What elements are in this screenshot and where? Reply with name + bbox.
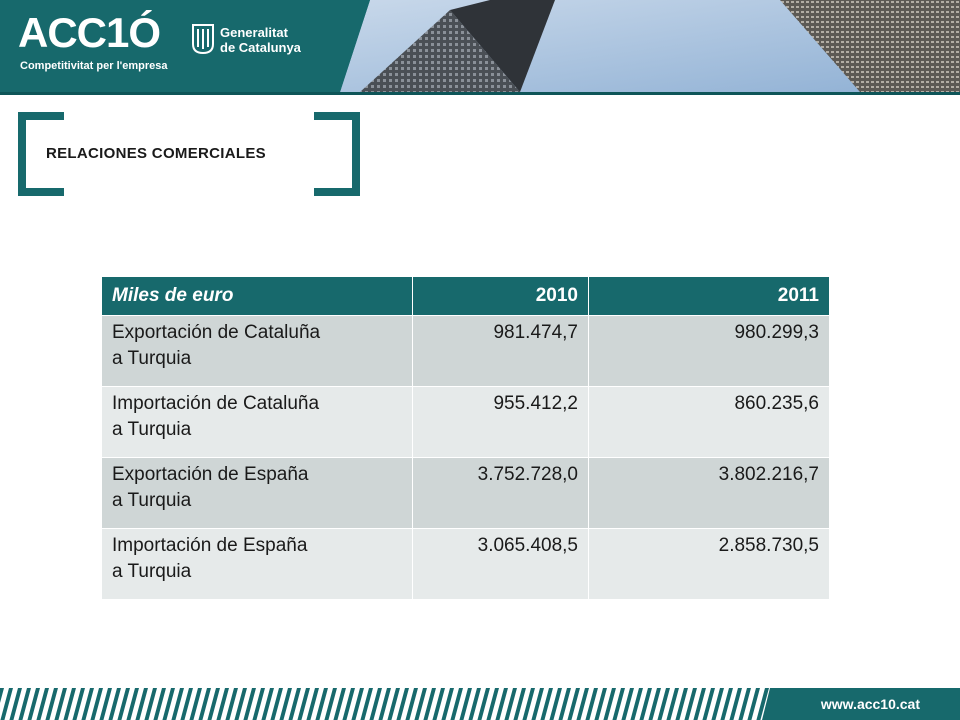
value-2011: 860.235,6 xyxy=(589,387,830,458)
value-2010: 981.474,7 xyxy=(413,316,589,387)
column-header-2011: 2011 xyxy=(589,277,830,316)
value-2010: 3.752.728,0 xyxy=(413,458,589,529)
value-2011: 2.858.730,5 xyxy=(589,529,830,600)
footer-website-link[interactable]: www.acc10.cat xyxy=(820,696,920,712)
value-2010: 955.412,2 xyxy=(413,387,589,458)
row-label xyxy=(102,529,413,600)
value-2011: 3.802.216,7 xyxy=(589,458,830,529)
table-row xyxy=(102,529,830,600)
table-header-row xyxy=(102,277,830,316)
row-label-line1: Importación de Cataluña xyxy=(112,393,320,414)
row-label-line2: a Turquia xyxy=(112,561,192,582)
footer-band xyxy=(0,688,960,720)
column-header-units: Miles de euro xyxy=(102,277,413,316)
table-row xyxy=(102,387,830,458)
generalitat-label xyxy=(220,25,301,55)
header-divider xyxy=(0,92,960,95)
header-band xyxy=(0,0,960,92)
row-label-line1: Importación de España xyxy=(112,535,308,556)
row-label xyxy=(102,316,413,387)
column-header-2010: 2010 xyxy=(413,277,589,316)
generalitat-emblem-icon xyxy=(192,24,214,54)
footer-stripes-decoration xyxy=(0,688,770,720)
row-label-line2: a Turquia xyxy=(112,419,192,440)
section-title: RELACIONES COMERCIALES xyxy=(46,145,266,162)
row-label xyxy=(102,458,413,529)
value-2010: 3.065.408,5 xyxy=(413,529,589,600)
generalitat-line2: de Catalunya xyxy=(220,40,301,55)
trade-table xyxy=(102,277,830,600)
table-row xyxy=(102,458,830,529)
brand-logo: ACC1Ó xyxy=(18,9,161,56)
right-bracket-icon xyxy=(314,112,360,196)
row-label-line2: a Turquia xyxy=(112,490,192,511)
brand-subtitle: Competitivitat per l'empresa xyxy=(20,60,168,72)
row-label-line1: Exportación de España xyxy=(112,464,309,485)
row-label xyxy=(102,387,413,458)
generalitat-line1: Generalitat xyxy=(220,25,288,40)
row-label-line2: a Turquia xyxy=(112,348,192,369)
header-building-photo xyxy=(340,0,960,92)
table-row xyxy=(102,316,830,387)
value-2011: 980.299,3 xyxy=(589,316,830,387)
row-label-line1: Exportación de Cataluña xyxy=(112,322,321,343)
